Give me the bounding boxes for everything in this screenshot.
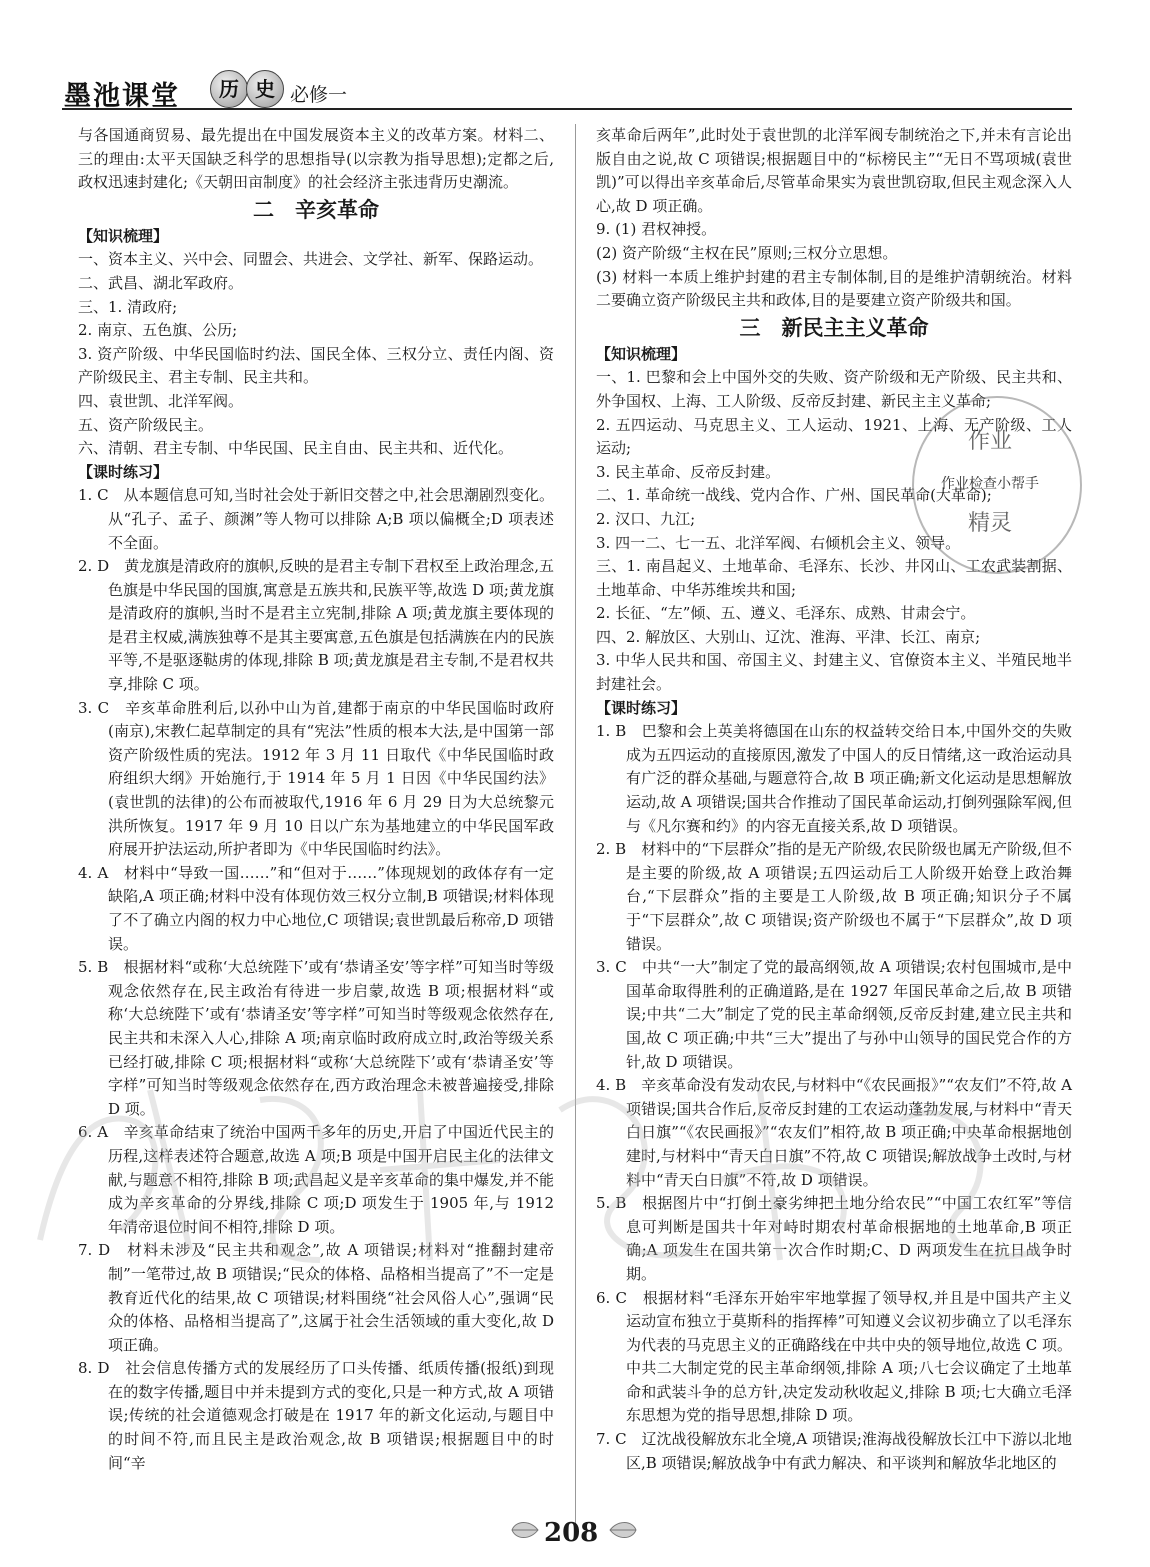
text-paragraph: 三、1. 南昌起义、土地革命、毛泽东、长沙、井冈山、工农武装割据、土地革命、中华苏维埃共和国;: [596, 557, 1072, 599]
page-footer: [510, 1510, 640, 1554]
right-column: [596, 124, 1072, 1475]
section-heading: 三 新民主主义革命: [739, 315, 929, 340]
subsection-label: 【知识梳理】: [78, 226, 169, 245]
subsection-label: 【课时练习】: [596, 698, 687, 717]
answer-item: 1. C 从本题信息可知,当时社会处于新旧交替之中,社会思潮剧烈变化。从“孔子、孟子、颜渊”等人物可以排除 A;B 项以偏概全;D 项表述不全面。: [78, 486, 554, 552]
answer-item: 3. C 辛亥革命胜利后,以孙中山为首,建都于南京的中华民国临时政府(南京),宋教仁起草制定的具有“宪法”性质的根本大法,是中国第一部资产阶级性质的宪法。1912 年 3 月 11 日取代《中华民国临时政府组织大纲》开始施行,于 1914 年 5 月 1 日因《中华民国约法》(袁世凯的法律)的公布而被取代,1916 年 6 月 29 日为大总统黎元洪所恢复。1917 年 9 月 10 日以广东为基地建立的中华民国军政府展开护法运动,所护者即为《中华民国临时约法》。: [78, 698, 554, 859]
answer-item: 5. B 根据图片中“打倒土豪劣绅把土地分给农民”“中国工农红军”等信息可判断是国共十年对峙时期农村革命根据地的土地革命,B 项正确;A 项发生在国共第一次合作时期;C、D 两项发生在抗日战争时期。: [596, 1194, 1072, 1283]
text-paragraph: (2) 资产阶级“主权在民”原则;三权分立思想。: [596, 243, 898, 262]
leaf-ornament-right-icon: [608, 1518, 638, 1542]
text-paragraph: 2. 汉口、九江;: [596, 509, 696, 528]
left-column: [78, 124, 554, 1475]
answer-item: 7. C 辽沈战役解放东北全境,A 项错误;淮海战役解放长江中下游以北地区,B 项错误;解放战争中有武力解决、和平谈判和解放华北地区的: [596, 1430, 1072, 1472]
text-paragraph: 3. 四一二、七一五、北洋军阀、右倾机会主义、领导。: [596, 533, 961, 552]
text-paragraph: (3) 材料一本质上维护封建的君主专制体制,目的是维护清朝统治。材料二要确立资产阶级民主共和政体,目的是要建立资产阶级共和国。: [596, 267, 1072, 310]
text-paragraph: 三、1. 清政府;: [78, 297, 178, 316]
text-paragraph: 二、1. 革命统一战线、党内合作、广州、国民革命(大革命);: [596, 486, 992, 505]
section-heading: 二 辛亥革命: [253, 197, 379, 222]
text-paragraph: 亥革命后两年”,此时处于袁世凯的北洋军阀专制统治之下,并未有言论出版自由之说,故 C 项错误;根据题目中的“标榜民主”“无日不骂项城(袁世凯)”可以得出辛亥革命后,尽管革命果实为袁世凯窃取,但民主观念深入人心,故 D 项正确。: [596, 126, 1072, 215]
column-divider: [575, 124, 576, 1524]
answer-item: 9. (1) 君权神授。: [596, 220, 717, 239]
text-paragraph: 2. 南京、五色旗、公历;: [78, 321, 238, 340]
brand-title: 墨池课堂: [64, 81, 180, 112]
header-rule: [62, 108, 1072, 110]
answer-item: 1. B 巴黎和会上英美将德国在山东的权益转交给日本,中国外交的失败成为五四运动的直接原因,激发了中国人的反日情绪,这一政治运动具有广泛的群众基础,与题意符合,故 B 项正确;新文化运动是思想解放运动,故 A 项错误;国共合作推动了国民革命运动,打倒列强除军阀,但与《凡尔赛和约》的内容无直接关系,故 D 项错误。: [596, 722, 1072, 835]
stamp-line3: 精灵: [967, 511, 1013, 536]
text-paragraph: 与各国通商贸易、最先提出在中国发展资本主义的改革方案。材料二、三的理由:太平天国缺乏科学的思想指导(以宗教为指导思想);定都之后,政权迅速封建化;《天朝田亩制度》的社会经济主张违背历史潮流。: [78, 126, 554, 192]
text-paragraph: 六、清朝、君主专制、中华民国、民主自由、民主共和、近代化。: [78, 439, 514, 458]
text-paragraph: 五、资产阶级民主。: [78, 415, 214, 434]
text-paragraph: 2. 五四运动、马克思主义、工人运动、1921、上海、无产阶级、工人运动;: [596, 415, 1072, 458]
stamp-line2: 作业检查小帮手: [941, 476, 1039, 492]
text-paragraph: 3. 资产阶级、中华民国临时约法、国民全体、三权分立、责任内阁、资产阶级民主、君主专制、民主共和。: [78, 344, 554, 387]
answer-item: 4. B 辛亥革命没有发动农民,与材料中“《农民画报》”“农友们”不符,故 A 项错误;国共合作后,反帝反封建的工农运动蓬勃发展,与材料中“青天白日旗”“《农民画报》”“农友们”相符,故 B 项正确;中央革命根据地创建时,与材料中“青天白日旗”不符,故 C 项错误;解放战争土改时,与材料中“青天白日旗”不符,故 D 项错误。: [596, 1076, 1072, 1189]
text-paragraph: 2. 长征、“左”倾、五、遵义、毛泽东、成熟、甘肃会宁。: [596, 604, 976, 623]
subsection-label: 【课时练习】: [78, 462, 169, 481]
text-paragraph: 四、2. 解放区、大别山、辽沈、淮海、平津、长江、南京;: [596, 627, 981, 646]
volume-subtitle: 必修一: [290, 84, 348, 106]
text-paragraph: 二、武昌、湖北军政府。: [78, 273, 244, 292]
subject-badge-li: 历: [210, 70, 248, 108]
text-paragraph: 四、袁世凯、北洋军阀。: [78, 391, 244, 410]
answer-item: 7. D 材料未涉及“民主共和观念”,故 A 项错误;材料对“推翻封建帝制”一笔带过,故 B 项错误;“民众的体格、品格相当提高了”不一定是教育近代化的结果,故 C 项错误;材料围绕“社会风俗人心”,强调“民众的体格、品格相当提高了”,这属于社会生活领域的重大变化,故 D 项正确。: [78, 1241, 554, 1354]
text-paragraph: 一、资本主义、兴中会、同盟会、共进会、文学社、新军、保路运动。: [78, 250, 544, 269]
text-paragraph: 3. 民主革命、反帝反封建。: [596, 462, 781, 481]
text-paragraph: 3. 中华人民共和国、帝国主义、封建主义、官僚资本主义、半殖民地半封建社会。: [596, 651, 1072, 694]
subsection-label: 【知识梳理】: [596, 344, 687, 363]
answer-item: 8. D 社会信息传播方式的发展经历了口头传播、纸质传播(报纸)到现在的数字传播,题目中并未提到方式的变化,只是一种方式,故 A 项错误;传统的社会道德观念打破是在 1917 年的新文化运动,与题目中的时间不符,而且民主是政治观念,故 B 项错误;根据题目中的时间“辛: [78, 1359, 554, 1472]
page-number: 208: [544, 1518, 599, 1548]
subject-badge-shi: 史: [246, 70, 284, 108]
answer-item: 4. A 材料中“导致一国……”和“但对于……”体现规划的政体存有一定缺陷,A 项正确;材料中没有体现仿效三权分立制,B 项错误;材料体现了不了确立内阁的权力中心地位,C 项错误;袁世凯最后称帝,D 项错误。: [78, 863, 554, 953]
answer-item: 6. A 辛亥革命结束了统治中国两千多年的历史,开启了中国近代民主的历程,这样表述符合题意,故选 A 项;B 项是中国开启民主化的法律文献,与题意不相符,排除 B 项;武昌起义是辛亥革命的集中爆发,并不能成为辛亥革命的分界线,排除 C 项;D 项发生于 1905 年,与 1912 年清帝退位时间不相符,排除 D 项。: [78, 1123, 554, 1236]
homework-stamp: [905, 390, 1085, 580]
answer-item: 5. B 根据材料“或称‘大总统陛下’或有‘恭请圣安’等字样”可知当时等级观念依然存在,民主政治有待进一步启蒙,故选 B 项;根据材料“或称‘大总统陛下’或有‘恭请圣安’等字样”可知当时等级观念依然存在,民主共和未深入人心,排除 A 项;南京临时政府成立时,政治等级关系已经打破,排除 C 项;根据材料“或称‘大总统陛下’或有‘恭请圣安’等字样”可知当时等级观念依然存在,西方政治理念未被普遍接受,排除 D 项。: [78, 958, 554, 1118]
stamp-line1: 作业: [967, 429, 1013, 454]
page-header: [62, 70, 1072, 112]
answer-item: 6. C 根据材料“毛泽东开始牢牢地掌握了领导权,并且是中国共产主义运动宣布独立于莫斯科的指挥棒”可知遵义会议初步确立了以毛泽东为代表的马克思主义的正确路线在中共中央的领导地位,故选 C 项。中共二大制定党的民主革命纲领,排除 A 项;八七会议确定了土地革命和武装斗争的总方针,决定发动秋收起义,排除 B 项;七大确立毛泽东思想为党的指导思想,排除 D 项。: [596, 1288, 1072, 1425]
answer-item: 2. B 材料中的“下层群众”指的是无产阶级,农民阶级也属无产阶级,但不是主要的阶级,故 A 项错误;五四运动后工人阶级开始登上政治舞台,“下层群众”指的主要是工人阶级,故 B 项正确;知识分子不属于“下层群众”,故 C 项错误;资产阶级也不属于“下层群众”,故 D 项错误。: [596, 840, 1072, 953]
leaf-ornament-left-icon: [510, 1518, 540, 1542]
text-paragraph: 一、1. 巴黎和会上中国外交的失败、资产阶级和无产阶级、民主共和、外争国权、上海、工人阶级、反帝反封建、新民主主义革命;: [596, 368, 1072, 410]
answer-item: 3. C 中共“一大”制定了党的最高纲领,故 A 项错误;农村包围城市,是中国革命取得胜利的正确道路,是在 1927 年国民革命之后,故 B 项错误;中共“二大”制定了党的民主革命纲领,反帝反封建,建立民主共和国,故 C 项正确;中共“三大”提出了与孙中山领导的国民党合作的方针,故 D 项错误。: [596, 958, 1072, 1071]
answer-item: 2. D 黄龙旗是清政府的旗帜,反映的是君主专制下君权至上政治理念,五色旗是中华民国的国旗,寓意是五族共和,民族平等,故选 D 项;黄龙旗是清政府的旗帜,当时不是君主立宪制,排除 A 项;黄龙旗主要体现的是君主权威,满族独尊不是其主要寓意,五色旗是包括满族在内的民族平等,不是驱逐鞑虏的体现,排除 B 项;黄龙旗是君主专制,不是君权共享,排除 C 项。: [78, 557, 554, 694]
